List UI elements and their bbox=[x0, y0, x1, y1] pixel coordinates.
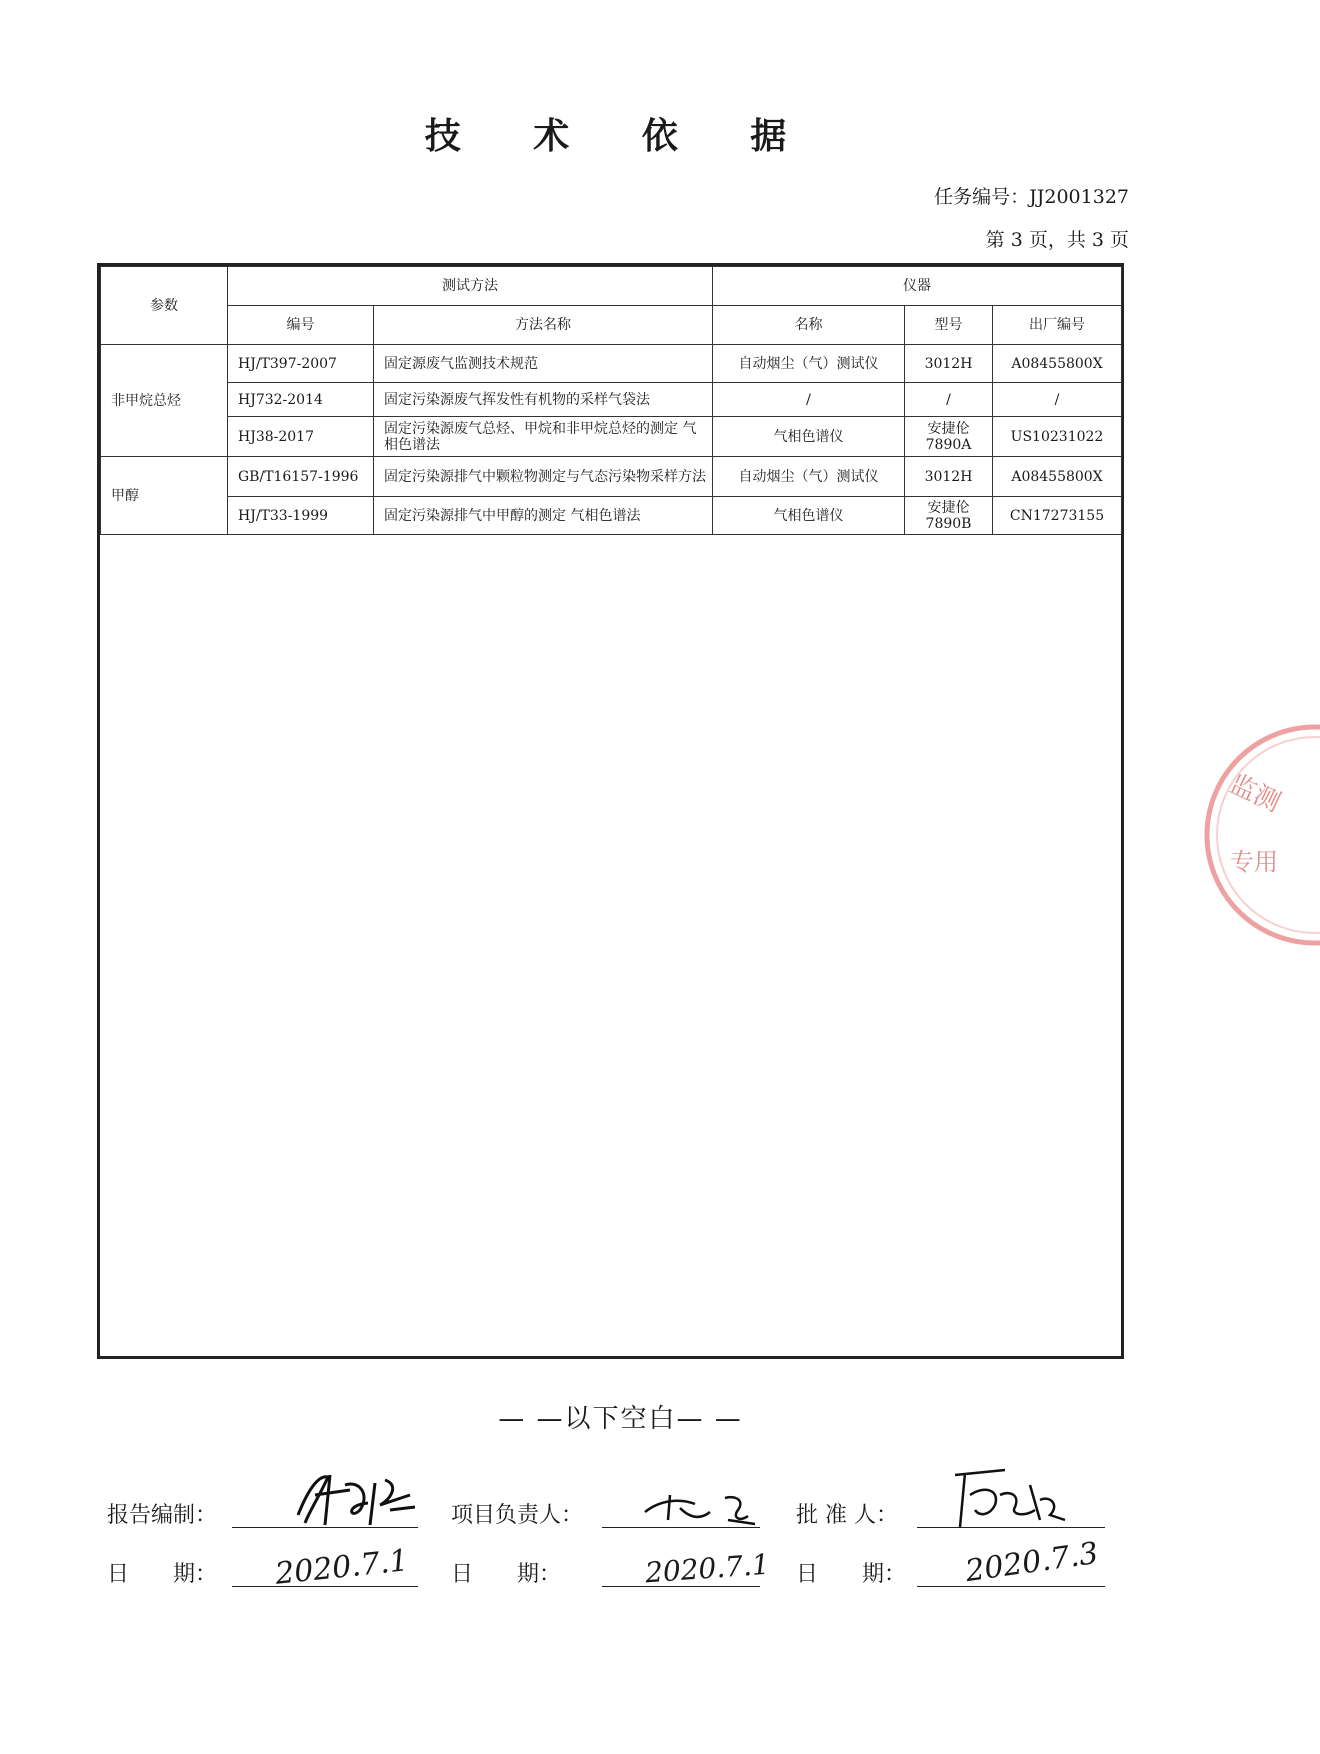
model-cell: 安捷伦 7890A bbox=[905, 417, 993, 457]
method-cell: 固定污染源废气总烃、甲烷和非甲烷总烃的测定 气相色谱法 bbox=[374, 417, 713, 457]
model-cell: 安捷伦 7890B bbox=[905, 497, 993, 535]
header-test-method: 测试方法 bbox=[228, 267, 713, 306]
approve-date-label: 日 期： bbox=[796, 1562, 907, 1587]
red-seal-stamp bbox=[1160, 720, 1320, 950]
instrument-name-cell: 自动烟尘（气）测试仪 bbox=[713, 457, 905, 497]
table-row bbox=[101, 457, 1122, 497]
param-cell: 甲醇 bbox=[101, 457, 228, 535]
table-row bbox=[101, 383, 1122, 417]
serial-cell: A08455800X bbox=[993, 345, 1122, 383]
report-date-label: 日 期： bbox=[107, 1562, 218, 1587]
technical-basis-table-frame bbox=[97, 263, 1124, 1359]
approve-date-line bbox=[917, 1586, 1105, 1587]
instrument-name-cell: 气相色谱仪 bbox=[713, 497, 905, 535]
method-cell: 固定污染源废气挥发性有机物的采样气袋法 bbox=[374, 383, 713, 417]
serial-cell: CN17273155 bbox=[993, 497, 1122, 535]
param-cell: 非甲烷总烃 bbox=[101, 345, 228, 457]
report-preparer-label: 报告编制： bbox=[107, 1503, 218, 1528]
code-cell: HJ38-2017 bbox=[228, 417, 374, 457]
serial-cell: US10231022 bbox=[993, 417, 1122, 457]
header-method-name: 方法名称 bbox=[374, 306, 713, 345]
svg-text:监测: 监测 bbox=[1225, 769, 1285, 819]
report-date-handwritten: 2020.7.1 bbox=[273, 1543, 411, 1592]
project-lead-signature bbox=[640, 1490, 770, 1532]
lead-date-label: 日 期： bbox=[451, 1562, 562, 1587]
page-info: 第 3 页，共 3 页 bbox=[985, 229, 1129, 251]
instrument-name-cell: 气相色谱仪 bbox=[713, 417, 905, 457]
model-cell: 3012H bbox=[905, 345, 993, 383]
svg-text:专用: 专用 bbox=[1230, 848, 1278, 876]
report-preparer-signature bbox=[290, 1465, 430, 1533]
blank-below-marker: — —以下空白— — bbox=[498, 1404, 743, 1434]
table-row bbox=[101, 497, 1122, 535]
approver-label: 批 准 人： bbox=[796, 1503, 898, 1528]
header-model: 型号 bbox=[905, 306, 993, 345]
serial-cell: / bbox=[993, 383, 1122, 417]
instrument-name-cell: / bbox=[713, 383, 905, 417]
task-number: 任务编号：JJ2001327 bbox=[934, 186, 1129, 208]
model-cell: / bbox=[905, 383, 993, 417]
lead-date-handwritten: 2020.7.1 bbox=[644, 1547, 771, 1590]
code-cell: HJ/T33-1999 bbox=[228, 497, 374, 535]
approver-signature bbox=[945, 1465, 1075, 1533]
header-instrument: 仪器 bbox=[713, 267, 1122, 306]
code-cell: HJ/T397-2007 bbox=[228, 345, 374, 383]
table-row bbox=[101, 417, 1122, 457]
header-code: 编号 bbox=[228, 306, 374, 345]
code-cell: HJ732-2014 bbox=[228, 383, 374, 417]
table-row bbox=[101, 345, 1122, 383]
method-cell: 固定源废气监测技术规范 bbox=[374, 345, 713, 383]
method-cell: 固定污染源排气中甲醇的测定 气相色谱法 bbox=[374, 497, 713, 535]
code-cell: GB/T16157-1996 bbox=[228, 457, 374, 497]
project-lead-label: 项目负责人： bbox=[451, 1503, 584, 1528]
header-name: 名称 bbox=[713, 306, 905, 345]
header-serial: 出厂编号 bbox=[993, 306, 1122, 345]
technical-basis-table bbox=[100, 266, 1122, 535]
method-cell: 固定污染源排气中颗粒物测定与气态污染物采样方法 bbox=[374, 457, 713, 497]
approve-date-handwritten: 2020.7.3 bbox=[963, 1535, 1101, 1590]
model-cell: 3012H bbox=[905, 457, 993, 497]
document-title: 技 术 依 据 bbox=[424, 115, 817, 157]
instrument-name-cell: 自动烟尘（气）测试仪 bbox=[713, 345, 905, 383]
header-param: 参数 bbox=[101, 267, 228, 345]
serial-cell: A08455800X bbox=[993, 457, 1122, 497]
